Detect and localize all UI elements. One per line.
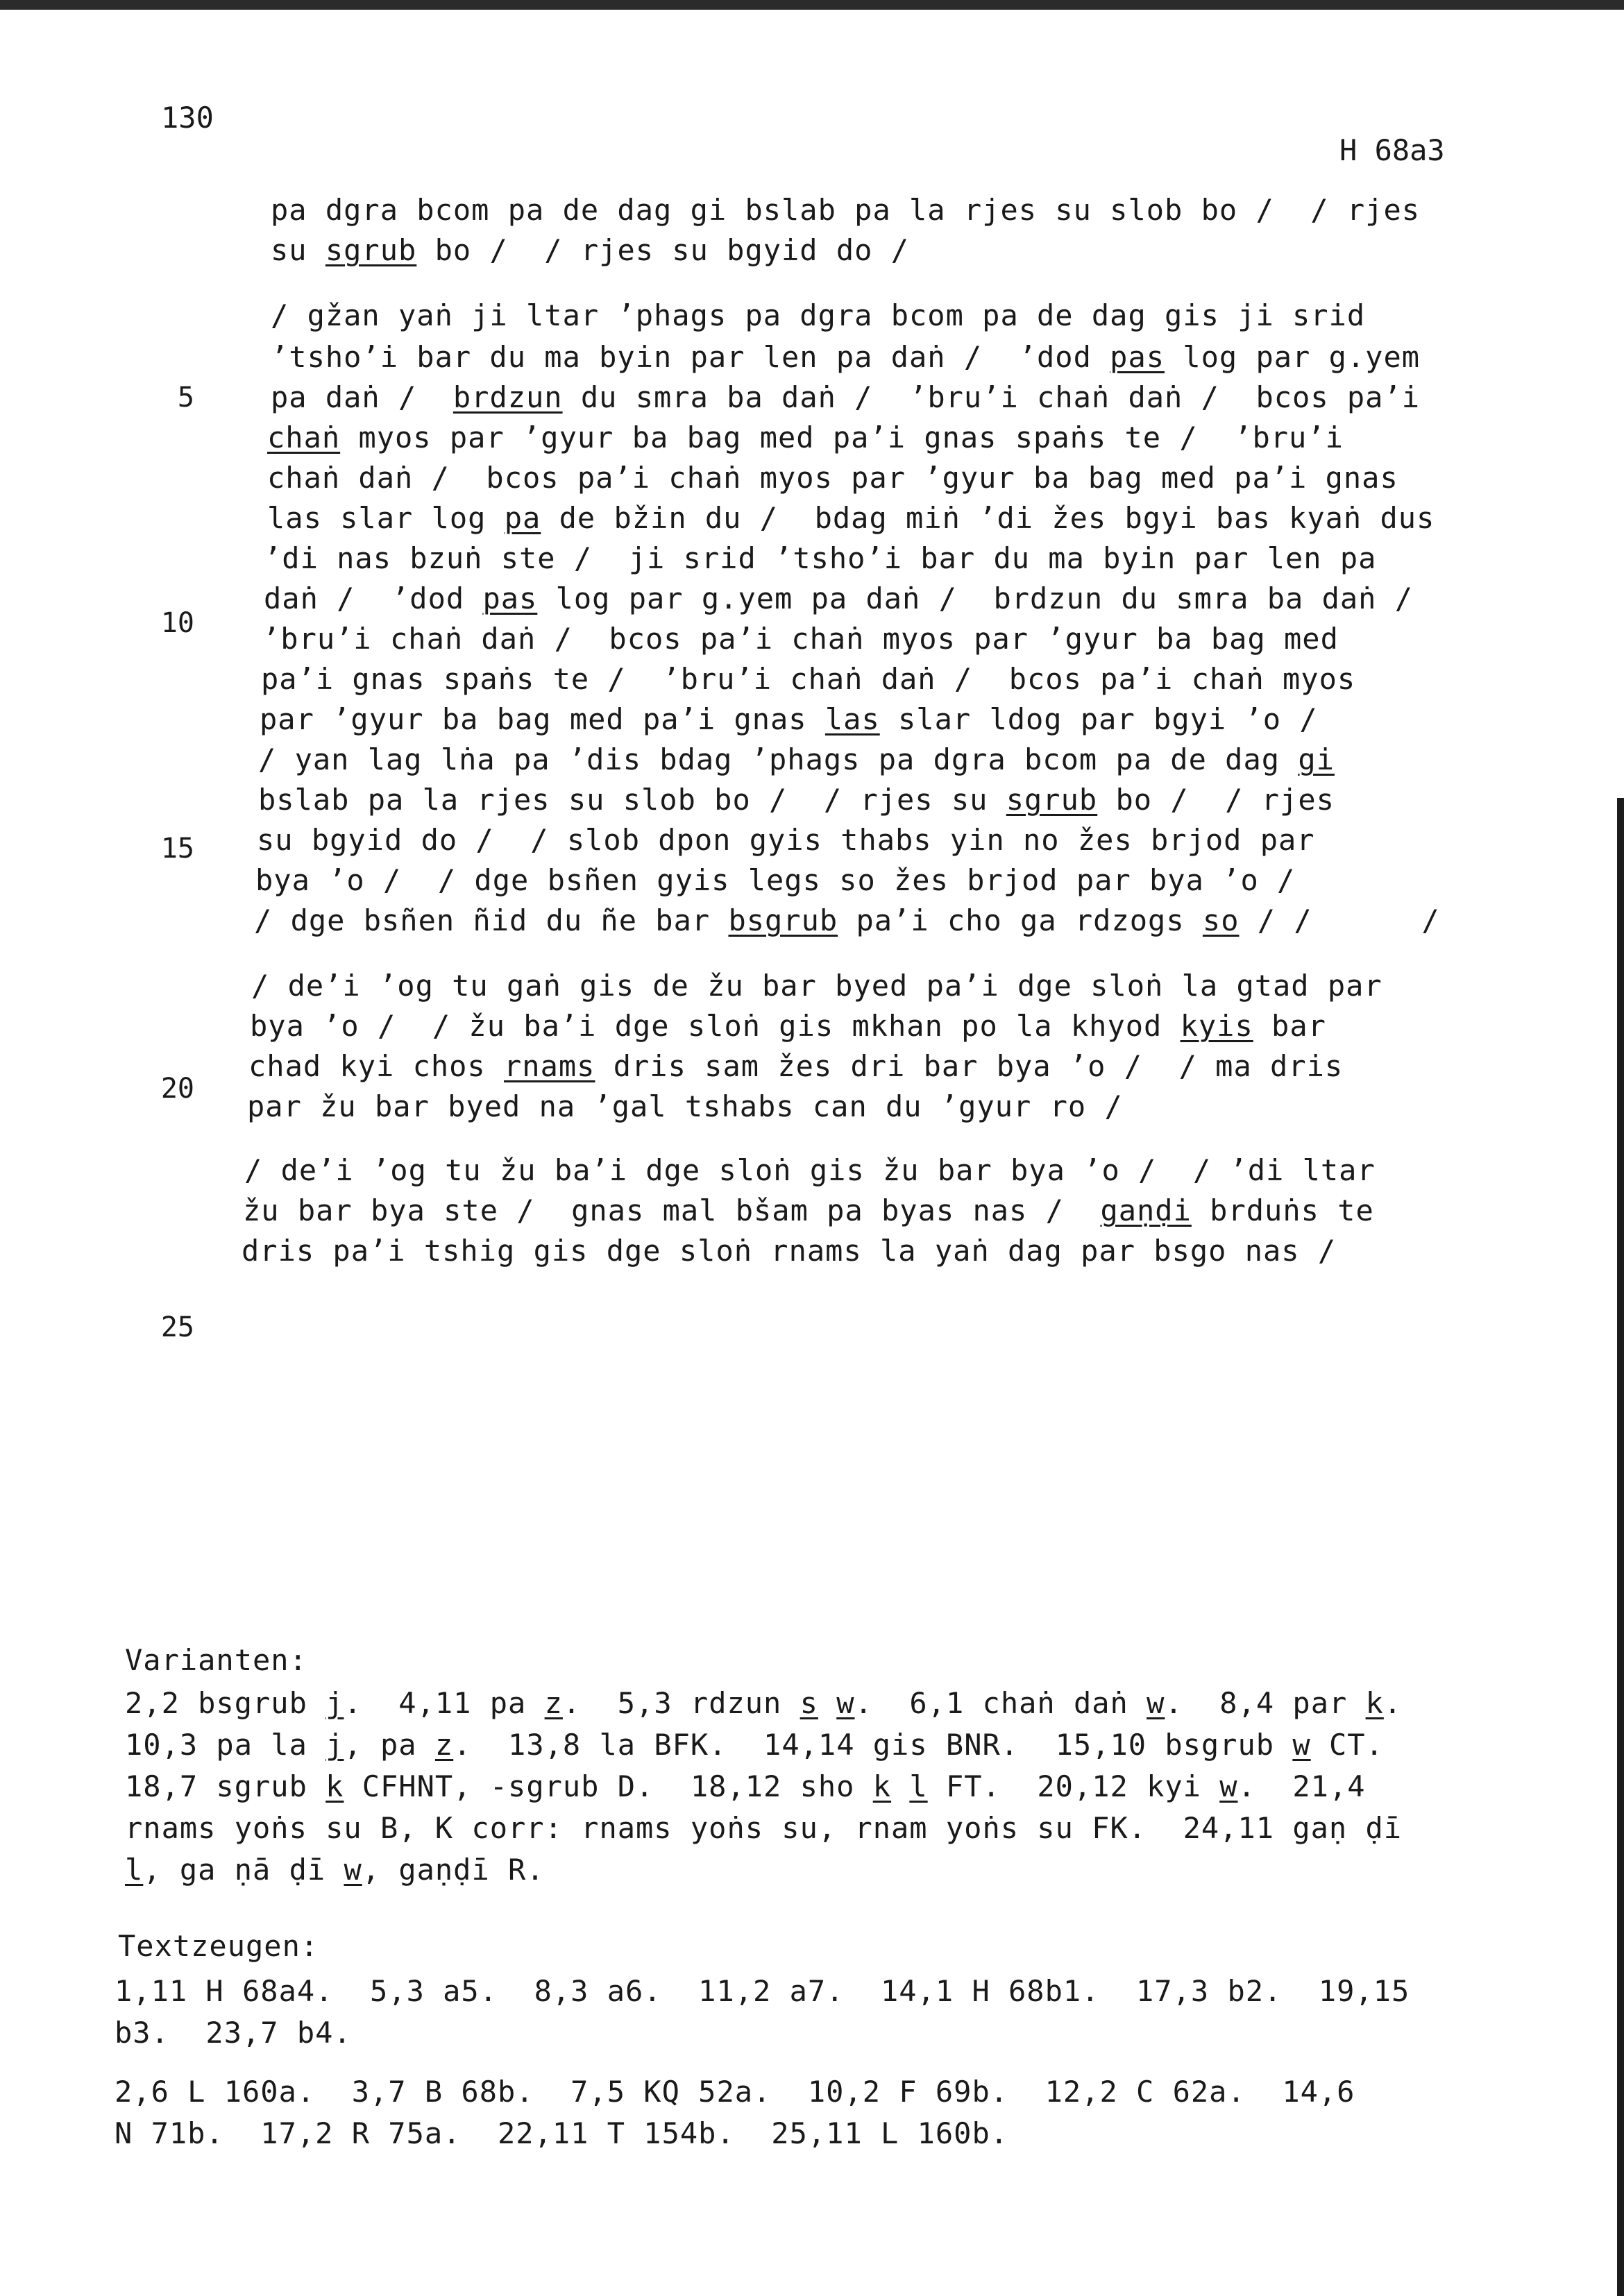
text-run: / / /: [1239, 903, 1440, 937]
variant-line: [125, 1728, 1384, 1762]
text-run: / gžan yaṅ ji ltar ’phags pa dgra bcom pa de dag gis ji srid: [271, 298, 1366, 332]
witness-line: [115, 2116, 1008, 2150]
underlined-term: z: [434, 1728, 454, 1762]
right-scan-edge: [1617, 798, 1624, 2296]
variant-line: [125, 1686, 1402, 1720]
text-line: [271, 298, 1365, 332]
varianten-heading: Varianten:: [125, 1643, 307, 1677]
text-run: 2,6 L 160a. 3,7 B 68b. 7,5 KQ 52a. 10,2 F 69b. 12,2 C 62a. 14,6: [115, 2075, 1355, 2109]
text-line: [271, 380, 1420, 414]
text-run: log par g.yem pa daṅ / brdzun du smra ba daṅ /: [537, 581, 1414, 615]
witness-line: [115, 1974, 1410, 2008]
text-run: du smra ba daṅ / ’bru’i chaṅ daṅ / bcos pa’i: [562, 380, 1421, 414]
underlined-term: w: [1147, 1686, 1165, 1720]
top-scan-border: [0, 0, 1624, 10]
text-run: brduṅs te: [1191, 1193, 1374, 1227]
text-run: slar ldog par bgyi ’o /: [879, 702, 1318, 736]
text-run: pa daṅ /: [271, 380, 453, 414]
text-run: chaṅ daṅ / bcos pa’i chaṅ myos par ’gyur ba bag med pa’i gnas: [267, 461, 1398, 495]
underlined-term: las: [824, 702, 880, 736]
text-line: [267, 501, 1435, 535]
text-run: bo / / rjes: [1097, 783, 1335, 817]
underlined-term: pas: [1110, 340, 1165, 374]
text-run: pa dgra bcom pa de dag gi bslab pa la rjes su slob bo / / rjes: [271, 193, 1421, 227]
text-run: 2,2 bsgrub: [125, 1686, 326, 1720]
underlined-term: l: [125, 1853, 144, 1887]
text-line: [244, 1153, 1376, 1187]
text-line: [260, 702, 1318, 736]
underlined-term: j: [325, 1728, 344, 1762]
text-run: rnams yoṅs su B, K corr: rnams yoṅs su, rnam yoṅs su FK. 24,11 gaṇ ḍī: [125, 1811, 1403, 1845]
underlined-term: chaṅ: [267, 420, 341, 454]
text-line: [257, 823, 1315, 857]
manuscript-reference: H 68a3: [1339, 133, 1445, 167]
text-line: [247, 1089, 1123, 1123]
underlined-term: so: [1202, 903, 1240, 937]
text-run: myos par ’gyur ba bag med pa’i gnas spaṅs te / ’bru’i: [340, 420, 1344, 454]
text-run: .: [1383, 1686, 1403, 1720]
text-run: dris sam žes dri bar bya ’o / / ma dris: [595, 1049, 1344, 1083]
text-run: bya ’o / / žu ba’i dge sloṅ gis mkhan po la khyod: [250, 1009, 1181, 1043]
text-run: / de’i ’og tu žu ba’i dge sloṅ gis žu bar bya ’o / / ’di ltar: [244, 1153, 1376, 1187]
underlined-term: gaṇḍi: [1100, 1193, 1192, 1227]
line-number: 5: [177, 382, 194, 414]
line-number: 25: [160, 1311, 194, 1343]
text-run: [818, 1686, 836, 1720]
witness-line: [115, 2075, 1355, 2109]
page-number: 130: [161, 101, 214, 135]
line-number: 10: [160, 607, 194, 639]
text-run: bslab pa la rjes su slob bo / / rjes su: [258, 783, 1006, 817]
text-run: CT.: [1310, 1728, 1384, 1762]
text-run: 18,7 sgrub: [125, 1769, 326, 1803]
text-run: dris pa’i tshig gis dge sloṅ rnams la yaṅ dag par bsgo nas /: [242, 1234, 1337, 1268]
text-line: [248, 1049, 1343, 1083]
text-run: FT. 20,12 kyi: [927, 1769, 1220, 1803]
text-line: [264, 541, 1376, 575]
text-run: bo / / rjes su bgyid do /: [416, 233, 910, 267]
underlined-term: k: [1365, 1686, 1384, 1720]
text-line: [258, 783, 1335, 817]
text-line: [264, 581, 1413, 615]
text-line: [271, 233, 909, 267]
text-run: 10,3 pa la: [125, 1728, 326, 1762]
underlined-term: s: [800, 1686, 818, 1720]
text-run: / de’i ’og tu gaṅ gis de žu bar byed pa’i dge sloṅ la gtad par: [251, 969, 1382, 1003]
text-line: [243, 1193, 1374, 1227]
text-run: N 71b. 17,2 R 75a. 22,11 T 154b. 25,11 L 160b.: [115, 2116, 1009, 2150]
text-run: žu bar bya ste / gnas mal bšam pa byas nas /: [243, 1193, 1101, 1227]
text-line: [267, 461, 1398, 495]
underlined-term: pas: [482, 581, 538, 615]
underlined-term: kyis: [1180, 1009, 1253, 1043]
text-run: ’di nas bzuṅ ste / ji srid ’tsho’i bar du ma byin par len pa: [264, 541, 1377, 575]
text-line: [271, 193, 1420, 227]
text-run: las slar log: [267, 501, 505, 535]
text-run: . 21,4: [1237, 1769, 1366, 1803]
text-run: . 6,1 chaṅ daṅ: [854, 1686, 1147, 1720]
text-line: [251, 969, 1382, 1003]
text-run: . 8,4 par: [1165, 1686, 1366, 1720]
text-line: [267, 420, 1344, 454]
text-run: b3. 23,7 b4.: [115, 2016, 352, 2050]
text-run: . 4,11 pa: [344, 1686, 545, 1720]
underlined-term: j: [325, 1686, 344, 1720]
witness-line: [115, 2016, 352, 2050]
text-run: . 13,8 la BFK. 14,14 gis BNR. 15,10 bsgrub: [453, 1728, 1293, 1762]
text-run: ’tsho’i bar du ma byin par len pa daṅ / ’dod: [271, 340, 1110, 374]
text-run: bar: [1253, 1009, 1326, 1043]
text-run: 1,11 H 68a4. 5,3 a5. 8,3 a6. 11,2 a7. 14,1 H 68b1. 17,3 b2. 19,15: [115, 1974, 1410, 2008]
line-number: 20: [160, 1073, 194, 1105]
text-run: . 5,3 rdzun: [562, 1686, 800, 1720]
underlined-term: w: [836, 1686, 855, 1720]
text-run: CFHNT, -sgrub D. 18,12 sho: [344, 1769, 873, 1803]
text-run: , gaṇḍī R.: [362, 1853, 545, 1887]
underlined-term: gi: [1298, 742, 1335, 776]
variant-line: [125, 1811, 1402, 1845]
text-run: par ’gyur ba bag med pa’i gnas: [260, 702, 825, 736]
text-line: [254, 903, 1440, 937]
text-line: [271, 340, 1420, 374]
text-run: chad kyi chos: [248, 1049, 505, 1083]
text-run: , ga ṇā ḍī: [143, 1853, 344, 1887]
underlined-term: w: [1219, 1769, 1238, 1803]
line-number: 15: [160, 833, 194, 865]
text-run: / yan lag lṅa pa ’dis bdag ’phags pa dgra bcom pa de dag: [258, 742, 1299, 776]
text-line: [262, 622, 1339, 656]
underlined-term: k: [872, 1769, 892, 1803]
underlined-term: bsgrub: [728, 903, 838, 937]
text-line: [261, 662, 1355, 696]
text-line: [255, 863, 1295, 897]
text-line: [250, 1009, 1326, 1043]
text-run: pa’i cho ga rdzogs: [838, 903, 1203, 937]
text-run: su bgyid do / / slob dpon gyis thabs yin no žes brjod par: [257, 823, 1315, 857]
variant-line: [125, 1853, 545, 1887]
text-run: bya ’o / / dge bsñen gyis legs so žes brjod par bya ’o /: [255, 863, 1296, 897]
text-line: [242, 1234, 1336, 1268]
text-run: de bžin du / bdag miṅ ’di žes bgyi bas kyaṅ dus: [541, 501, 1435, 535]
text-run: su: [271, 233, 325, 267]
underlined-term: sgrub: [325, 233, 417, 267]
text-line: [258, 742, 1335, 776]
text-run: , pa: [344, 1728, 435, 1762]
underlined-term: brdzun: [452, 380, 563, 414]
underlined-term: z: [544, 1686, 563, 1720]
text-run: par žu bar byed na ’gal tshabs can du ’gyur ro /: [247, 1089, 1123, 1123]
text-run: pa’i gnas spaṅs te / ’bru’i chaṅ daṅ / bcos pa’i chaṅ myos: [261, 662, 1356, 696]
underlined-term: w: [1292, 1728, 1311, 1762]
underlined-term: pa: [504, 501, 541, 535]
text-run: [891, 1769, 909, 1803]
variant-line: [125, 1769, 1366, 1803]
text-run: / dge bsñen ñid du ñe bar: [254, 903, 729, 937]
textzeugen-heading: Textzeugen:: [118, 1929, 319, 1963]
underlined-term: sgrub: [1006, 783, 1098, 817]
underlined-term: l: [909, 1769, 928, 1803]
text-run: ’bru’i chaṅ daṅ / bcos pa’i chaṅ myos par ’gyur ba bag med: [262, 622, 1339, 656]
text-run: log par g.yem: [1165, 340, 1421, 374]
underlined-term: k: [325, 1769, 344, 1803]
underlined-term: w: [344, 1853, 362, 1887]
underlined-term: rnams: [504, 1049, 595, 1083]
text-run: daṅ / ’dod: [264, 581, 483, 615]
